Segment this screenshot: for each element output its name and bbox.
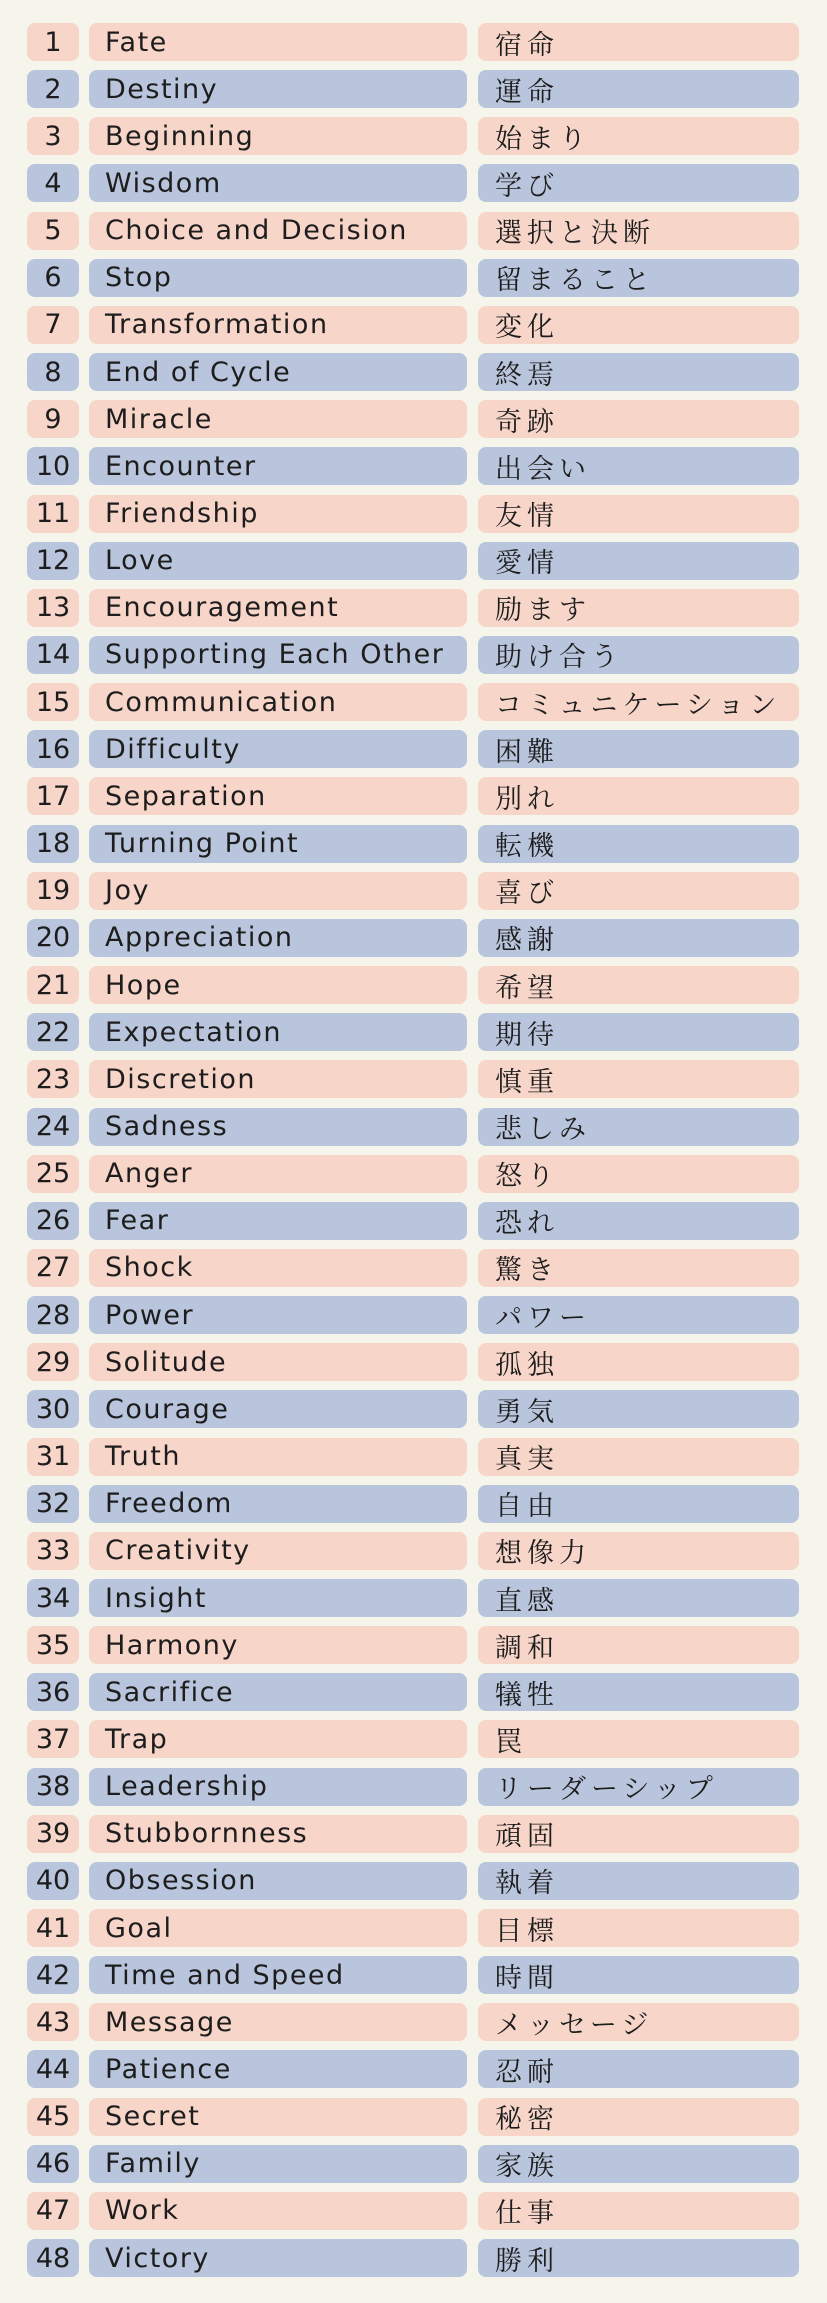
english-meaning: Turning Point [89, 825, 467, 863]
row-number: 9 [27, 400, 79, 438]
english-meaning: Stubbornness [89, 1815, 467, 1853]
english-meaning: Solitude [89, 1343, 467, 1381]
table-row [0, 1202, 827, 1249]
row-number: 43 [27, 2003, 79, 2041]
japanese-meaning: 仕事 [478, 2192, 799, 2230]
japanese-meaning: コミュニケーション [478, 683, 799, 721]
row-number: 45 [27, 2098, 79, 2136]
english-meaning: Fate [89, 23, 467, 61]
japanese-meaning: 希望 [478, 966, 799, 1004]
table-row [0, 2145, 827, 2192]
row-number: 39 [27, 1815, 79, 1853]
table-row [0, 872, 827, 919]
english-meaning: Goal [89, 1909, 467, 1947]
table-row [0, 259, 827, 306]
row-number: 38 [27, 1768, 79, 1806]
table-row [0, 2192, 827, 2239]
row-number: 36 [27, 1673, 79, 1711]
table-row [0, 2098, 827, 2145]
english-meaning: Destiny [89, 70, 467, 108]
japanese-meaning: 選択と決断 [478, 212, 799, 250]
japanese-meaning: 直感 [478, 1579, 799, 1617]
english-meaning: Sadness [89, 1108, 467, 1146]
row-number: 18 [27, 825, 79, 863]
table-row [0, 1862, 827, 1909]
english-meaning: Trap [89, 1720, 467, 1758]
japanese-meaning: 期待 [478, 1013, 799, 1051]
japanese-meaning: 頑固 [478, 1815, 799, 1853]
row-number: 44 [27, 2050, 79, 2088]
english-meaning: Choice and Decision [89, 212, 467, 250]
japanese-meaning: 怒り [478, 1155, 799, 1193]
row-number: 4 [27, 164, 79, 202]
english-meaning: Message [89, 2003, 467, 2041]
row-number: 22 [27, 1013, 79, 1051]
japanese-meaning: 勝利 [478, 2239, 799, 2277]
english-meaning: Courage [89, 1390, 467, 1428]
japanese-meaning: 始まり [478, 117, 799, 155]
japanese-meaning: 奇跡 [478, 400, 799, 438]
english-meaning: Expectation [89, 1013, 467, 1051]
table-row [0, 164, 827, 211]
english-meaning: Separation [89, 777, 467, 815]
table-row [0, 400, 827, 447]
row-number: 5 [27, 212, 79, 250]
japanese-meaning: 調和 [478, 1626, 799, 1664]
japanese-meaning: 孤独 [478, 1343, 799, 1381]
table-row [0, 1768, 827, 1815]
english-meaning: Power [89, 1296, 467, 1334]
english-meaning: Anger [89, 1155, 467, 1193]
english-meaning: Discretion [89, 1060, 467, 1098]
row-number: 42 [27, 1956, 79, 1994]
table-row [0, 1108, 827, 1155]
japanese-meaning: 友情 [478, 495, 799, 533]
english-meaning: Love [89, 542, 467, 580]
japanese-meaning: 慎重 [478, 1060, 799, 1098]
japanese-meaning: 励ます [478, 589, 799, 627]
table-row [0, 1438, 827, 1485]
english-meaning: Beginning [89, 117, 467, 155]
row-number: 47 [27, 2192, 79, 2230]
table-row [0, 1909, 827, 1956]
japanese-meaning: 勇気 [478, 1390, 799, 1428]
english-meaning: Secret [89, 2098, 467, 2136]
japanese-meaning: 学び [478, 164, 799, 202]
japanese-meaning: 秘密 [478, 2098, 799, 2136]
table-row [0, 212, 827, 259]
japanese-meaning: 運命 [478, 70, 799, 108]
japanese-meaning: 宿命 [478, 23, 799, 61]
english-meaning: Sacrifice [89, 1673, 467, 1711]
japanese-meaning: パワー [478, 1296, 799, 1334]
table-row [0, 117, 827, 164]
row-number: 14 [27, 636, 79, 674]
row-number: 40 [27, 1862, 79, 1900]
row-number: 15 [27, 683, 79, 721]
english-meaning: Shock [89, 1249, 467, 1287]
table-row [0, 825, 827, 872]
row-number: 24 [27, 1108, 79, 1146]
japanese-meaning: 終焉 [478, 353, 799, 391]
english-meaning: Insight [89, 1579, 467, 1617]
row-number: 29 [27, 1343, 79, 1381]
row-number: 11 [27, 495, 79, 533]
english-meaning: Transformation [89, 306, 467, 344]
row-number: 2 [27, 70, 79, 108]
row-number: 32 [27, 1485, 79, 1523]
row-number: 8 [27, 353, 79, 391]
row-number: 10 [27, 447, 79, 485]
table-row [0, 2050, 827, 2097]
english-meaning: Stop [89, 259, 467, 297]
japanese-meaning: リーダーシップ [478, 1768, 799, 1806]
english-meaning: Appreciation [89, 919, 467, 957]
japanese-meaning: 目標 [478, 1909, 799, 1947]
row-number: 35 [27, 1626, 79, 1664]
japanese-meaning: 悲しみ [478, 1108, 799, 1146]
japanese-meaning: 時間 [478, 1956, 799, 1994]
english-meaning: Freedom [89, 1485, 467, 1523]
row-number: 13 [27, 589, 79, 627]
row-number: 20 [27, 919, 79, 957]
table-row [0, 70, 827, 117]
table-row [0, 589, 827, 636]
table-row [0, 636, 827, 683]
japanese-meaning: 愛情 [478, 542, 799, 580]
japanese-meaning: 出会い [478, 447, 799, 485]
row-number: 28 [27, 1296, 79, 1334]
english-meaning: Harmony [89, 1626, 467, 1664]
row-number: 21 [27, 966, 79, 1004]
japanese-meaning: 忍耐 [478, 2050, 799, 2088]
table-row [0, 2003, 827, 2050]
table-row [0, 683, 827, 730]
table-row [0, 1249, 827, 1296]
english-meaning: Friendship [89, 495, 467, 533]
row-number: 19 [27, 872, 79, 910]
japanese-meaning: 驚き [478, 1249, 799, 1287]
japanese-meaning: メッセージ [478, 2003, 799, 2041]
table-row [0, 1720, 827, 1767]
row-number: 33 [27, 1532, 79, 1570]
table-row [0, 495, 827, 542]
english-meaning: Encouragement [89, 589, 467, 627]
table-row [0, 1060, 827, 1107]
japanese-meaning: 真実 [478, 1438, 799, 1476]
row-number: 26 [27, 1202, 79, 1240]
row-number: 23 [27, 1060, 79, 1098]
english-meaning: End of Cycle [89, 353, 467, 391]
row-number: 41 [27, 1909, 79, 1947]
japanese-meaning: 想像力 [478, 1532, 799, 1570]
row-number: 16 [27, 730, 79, 768]
row-number: 34 [27, 1579, 79, 1617]
row-number: 17 [27, 777, 79, 815]
row-number: 48 [27, 2239, 79, 2277]
row-number: 12 [27, 542, 79, 580]
japanese-meaning: 家族 [478, 2145, 799, 2183]
english-meaning: Creativity [89, 1532, 467, 1570]
english-meaning: Fear [89, 1202, 467, 1240]
row-number: 7 [27, 306, 79, 344]
table-row [0, 966, 827, 1013]
english-meaning: Hope [89, 966, 467, 1004]
row-number: 1 [27, 23, 79, 61]
row-number: 30 [27, 1390, 79, 1428]
english-meaning: Communication [89, 683, 467, 721]
row-number: 27 [27, 1249, 79, 1287]
japanese-meaning: 困難 [478, 730, 799, 768]
row-number: 37 [27, 1720, 79, 1758]
english-meaning: Miracle [89, 400, 467, 438]
english-meaning: Work [89, 2192, 467, 2230]
table-row [0, 1485, 827, 1532]
english-meaning: Encounter [89, 447, 467, 485]
table-row [0, 730, 827, 777]
table-row [0, 2239, 827, 2286]
english-meaning: Difficulty [89, 730, 467, 768]
row-number: 31 [27, 1438, 79, 1476]
table-row [0, 542, 827, 589]
japanese-meaning: 自由 [478, 1485, 799, 1523]
english-meaning: Obsession [89, 1862, 467, 1900]
japanese-meaning: 変化 [478, 306, 799, 344]
japanese-meaning: 犠牲 [478, 1673, 799, 1711]
japanese-meaning: 執着 [478, 1862, 799, 1900]
table-row [0, 447, 827, 494]
english-meaning: Family [89, 2145, 467, 2183]
row-number: 3 [27, 117, 79, 155]
table-row [0, 1155, 827, 1202]
table-row [0, 306, 827, 353]
japanese-meaning: 恐れ [478, 1202, 799, 1240]
english-meaning: Supporting Each Other [89, 636, 467, 674]
table-row [0, 1956, 827, 2003]
table-row [0, 1673, 827, 1720]
table-row [0, 1390, 827, 1437]
japanese-meaning: 別れ [478, 777, 799, 815]
english-meaning: Victory [89, 2239, 467, 2277]
english-meaning: Wisdom [89, 164, 467, 202]
table-row [0, 1013, 827, 1060]
japanese-meaning: 罠 [478, 1720, 799, 1758]
japanese-meaning: 転機 [478, 825, 799, 863]
table-row [0, 1343, 827, 1390]
japanese-meaning: 留まること [478, 259, 799, 297]
english-meaning: Leadership [89, 1768, 467, 1806]
japanese-meaning: 喜び [478, 872, 799, 910]
row-number: 25 [27, 1155, 79, 1193]
table-row [0, 777, 827, 824]
english-meaning: Patience [89, 2050, 467, 2088]
row-number: 46 [27, 2145, 79, 2183]
table-row [0, 23, 827, 70]
row-number: 6 [27, 259, 79, 297]
japanese-meaning: 感謝 [478, 919, 799, 957]
japanese-meaning: 助け合う [478, 636, 799, 674]
table-row [0, 1579, 827, 1626]
table-row [0, 1296, 827, 1343]
english-meaning: Truth [89, 1438, 467, 1476]
table-row [0, 1626, 827, 1673]
table-row [0, 353, 827, 400]
table-row [0, 1532, 827, 1579]
table-row [0, 919, 827, 966]
english-meaning: Joy [89, 872, 467, 910]
table-row [0, 1815, 827, 1862]
english-meaning: Time and Speed [89, 1956, 467, 1994]
